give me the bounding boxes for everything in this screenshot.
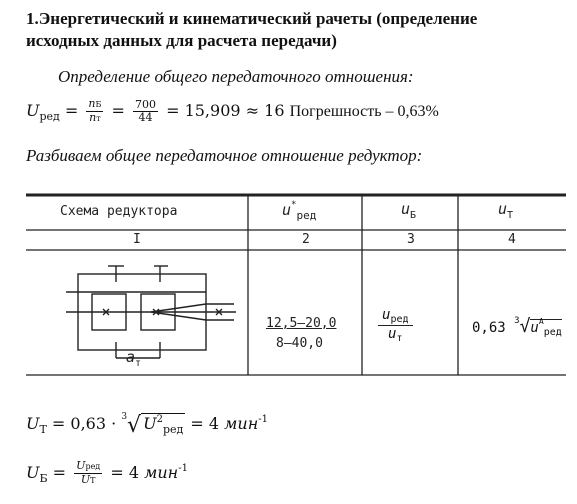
ub-den: U <box>80 473 91 486</box>
header-u-red-symbol: u <box>282 201 292 219</box>
section-heading <box>26 8 477 52</box>
header-u-b-sub: Б <box>410 210 417 221</box>
formula-ut: $U_Т = 0,63 \cdot ^3√$ $U^2_{ред} = 4$ мин$^{-1}$ <box>26 412 268 438</box>
den-value: 44 <box>138 111 153 124</box>
ut-root: 0,63 $^3√u^A_{ред}$ <box>472 316 562 338</box>
header-u-b-symbol: u <box>401 200 411 218</box>
ub-frac-num: u <box>382 307 391 323</box>
ut-root-u-sup: A <box>538 317 544 326</box>
reducer-scheme-drawing <box>56 262 246 372</box>
ut-rhs: = 4 <box>190 414 220 433</box>
header-u-t <box>498 200 513 221</box>
reducer-table <box>26 192 566 380</box>
ut-index: 3 <box>121 412 128 422</box>
ut-root-u-sub: ред <box>543 327 562 338</box>
ut-root-index: 3 <box>514 316 520 326</box>
ub-formula-fraction <box>74 460 102 487</box>
range-lower: 8–40,0 <box>276 336 323 351</box>
ut-lhs-sub: Т <box>39 423 47 436</box>
ut-coef: = 0,63 · <box>51 414 117 433</box>
nt-den: n <box>89 111 97 124</box>
ratio-result: = 15,909 ≈ 16 <box>166 101 285 120</box>
ub-frac-den: u <box>388 326 397 342</box>
ub-den-sub: Т <box>90 476 96 485</box>
ub-lhs: U <box>26 463 40 482</box>
col-number-4: 4 <box>508 232 516 247</box>
ut-rad-sup: 2 <box>156 414 163 425</box>
num-value: 700 <box>134 98 156 111</box>
header-u-t-symbol: u <box>498 200 508 218</box>
value-fraction <box>133 99 158 124</box>
header-u-red-sub: ред <box>296 209 317 222</box>
nb-num-sub: Б <box>95 100 102 109</box>
ut-rad-u: U <box>143 414 157 433</box>
ub-frac-den-sub: т <box>396 333 403 344</box>
ub-num-sub: ред <box>85 462 101 471</box>
header-scheme: Схема редуктора <box>60 204 178 219</box>
ut-rad-sub: ред <box>162 423 184 436</box>
heading-line-2: исходных данных для расчета передачи) <box>26 31 337 50</box>
header-u-red-sup: * <box>291 200 297 210</box>
col-number-2: 2 <box>302 232 310 247</box>
header-u-b <box>401 200 416 221</box>
nt-den-sub: т <box>96 114 101 123</box>
ub-unit: мин <box>144 463 179 482</box>
heading-line-1: 1.Энергетический и кинематический рачеты (определение <box>26 9 478 28</box>
formula-ub: $U_Б$ = $\frac{\text{Uред}}{UТ}$ = 4 мин$^{-1}$ <box>26 459 188 486</box>
ut-root-u: u <box>530 320 539 336</box>
scheme-label-a: a <box>126 348 136 366</box>
ub-fraction <box>378 307 413 344</box>
error-text: Погрешность – 0,63% <box>289 103 439 120</box>
ub-unit-sup: -1 <box>178 463 188 474</box>
col-number-3: 3 <box>407 232 415 247</box>
ub-lhs-sub: Б <box>39 472 48 485</box>
u-symbol: U <box>26 101 40 120</box>
ub-frac-num-sub: ред <box>390 314 409 325</box>
ut-unit: мин <box>224 414 259 433</box>
split-title: Разбиваем общее передаточное отношение редуктор: <box>26 146 423 165</box>
header-u-t-sub: Т <box>507 210 514 221</box>
n-fraction <box>86 98 103 125</box>
header-u-red <box>282 200 316 222</box>
ratio-formula: $U_{ред}$ = $\frac{nБ}{nт}$ = $\frac{700}{44}$ = 15,909 ≈ 16 Погрешность – 0,63% <box>26 97 439 124</box>
ratio-title: Определение общего передаточного отношения: <box>58 67 414 86</box>
ut-unit-sup: -1 <box>258 414 268 425</box>
ub-rhs: = 4 <box>110 463 139 482</box>
ub-num: U <box>76 459 86 472</box>
scheme-label-sub: т <box>135 358 142 369</box>
ut-root-coef: 0,63 <box>472 320 506 336</box>
ut-lhs: U <box>26 414 40 433</box>
u-sub: ред <box>39 110 60 123</box>
scheme-label <box>126 348 141 369</box>
col-number-1: I <box>133 232 141 247</box>
nb-num: n <box>88 97 96 110</box>
range-upper: 12,5–20,0 <box>266 316 337 331</box>
